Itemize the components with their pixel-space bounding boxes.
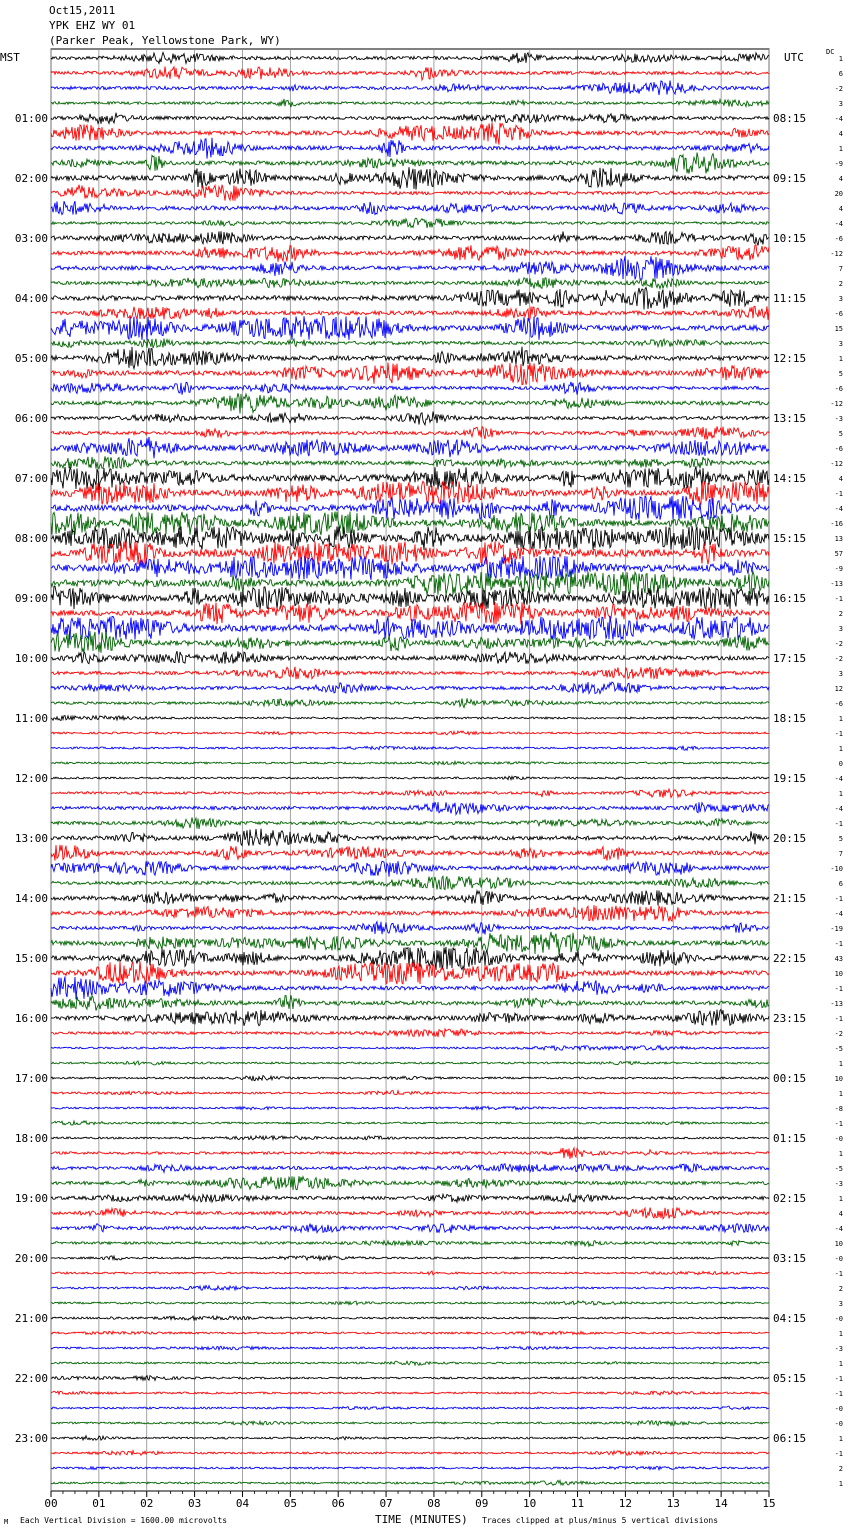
trace-line <box>51 682 769 694</box>
x-tick-label: 12 <box>618 1497 633 1510</box>
dc-offset-value: 4 <box>838 475 843 483</box>
dc-offset-value: -0 <box>834 1315 843 1323</box>
left-hour-label: 01:00 <box>14 112 48 125</box>
dc-offset-value: 20 <box>834 190 843 198</box>
left-hour-label: 06:00 <box>14 412 48 425</box>
trace-line <box>51 1421 769 1426</box>
right-hour-label: 22:15 <box>773 952 807 965</box>
left-hour-label: 10:00 <box>14 652 48 665</box>
dc-offset-value: -3 <box>834 1180 843 1188</box>
trace-line <box>51 1208 769 1219</box>
dc-offset-value: 1 <box>838 355 843 363</box>
dc-offset-value: 1 <box>838 1360 843 1368</box>
trace-line <box>51 716 769 721</box>
dc-offset-value: -6 <box>834 310 843 318</box>
dc-offset-value: 1 <box>838 1195 843 1203</box>
dc-offset-value: 2 <box>838 1285 843 1293</box>
dc-offset-value: 1 <box>838 790 843 798</box>
dc-offset-value: -6 <box>834 235 843 243</box>
right-hour-label: 10:15 <box>773 232 807 245</box>
trace-line <box>51 1224 769 1233</box>
dc-offset-value: -12 <box>830 400 843 408</box>
dc-offset-value: 1 <box>838 1060 843 1068</box>
trace-line <box>51 789 769 798</box>
trace-line <box>51 456 769 469</box>
left-hour-label: 14:00 <box>14 892 48 905</box>
dc-offset-value: -2 <box>834 655 843 663</box>
left-hour-label: 15:00 <box>14 952 48 965</box>
dc-offset-value: -2 <box>834 1030 843 1038</box>
trace-line <box>51 602 769 625</box>
trace-line <box>51 393 769 413</box>
right-hour-label: 13:15 <box>773 412 807 425</box>
left-hour-label: 02:00 <box>14 172 48 185</box>
trace-line <box>51 761 769 764</box>
trace-line <box>51 1009 769 1025</box>
dc-offset-value: 1 <box>838 1330 843 1338</box>
dc-offset-value: -13 <box>830 1000 843 1008</box>
trace-line <box>51 412 769 425</box>
trace-line <box>51 977 769 1000</box>
trace-line <box>51 426 769 439</box>
trace-line <box>51 245 769 262</box>
right-hour-label: 09:15 <box>773 172 807 185</box>
x-tick-label: 02 <box>140 1497 154 1510</box>
trace-line <box>51 667 769 680</box>
x-tick-label: 11 <box>570 1497 585 1510</box>
dc-offset-value: -4 <box>834 775 843 783</box>
dc-offset-value: -10 <box>830 865 843 873</box>
trace-line <box>51 1391 769 1395</box>
dc-offset-value: 4 <box>838 205 843 213</box>
x-tick-label: 08 <box>427 1497 441 1510</box>
right-hour-label: 06:15 <box>773 1432 807 1445</box>
right-hour-label: 05:15 <box>773 1372 807 1385</box>
dc-offset-value: 3 <box>838 1300 843 1308</box>
trace-line <box>51 1136 769 1140</box>
dc-offset-value: -1 <box>834 1450 843 1458</box>
trace-line <box>51 616 769 640</box>
dc-offset-value: 1 <box>838 1435 843 1443</box>
right-hour-label: 01:15 <box>773 1132 807 1145</box>
dc-offset-value: -8 <box>834 1105 843 1113</box>
corner-mark: M <box>4 1518 9 1526</box>
left-hour-label: 08:00 <box>14 532 48 545</box>
trace-line <box>51 1241 769 1247</box>
trace-line <box>51 316 769 340</box>
dc-offset-value: 2 <box>838 280 843 288</box>
dc-offset-value: -4 <box>834 805 843 813</box>
dc-offset-value: 1 <box>838 1090 843 1098</box>
x-axis-title: TIME (MINUTES) <box>375 1513 468 1526</box>
station-code: YPK EHZ WY 01 <box>49 19 136 32</box>
dc-offset-value: 1 <box>838 145 843 153</box>
left-hour-label: 13:00 <box>14 832 48 845</box>
dc-offset-value: 2 <box>838 610 843 618</box>
x-tick-label: 01 <box>92 1497 106 1510</box>
x-tick-label: 09 <box>475 1497 489 1510</box>
trace-line <box>51 1361 769 1365</box>
right-hour-label: 16:15 <box>773 592 807 605</box>
trace-line <box>51 306 769 320</box>
dc-offset-value: -0 <box>834 1255 843 1263</box>
dc-offset-value: -0 <box>834 1135 843 1143</box>
trace-line <box>51 185 769 201</box>
trace-lines <box>51 52 769 1485</box>
dc-offset-value: 3 <box>838 340 843 348</box>
trace-line <box>51 1466 769 1470</box>
dc-offset-value: 10 <box>834 1075 843 1083</box>
left-hour-label: 23:00 <box>14 1432 48 1445</box>
dc-offset-value: 13 <box>834 535 843 543</box>
trace-line <box>51 201 769 214</box>
axis-labels <box>15 55 843 1510</box>
trace-line <box>51 113 769 124</box>
trace-line <box>51 496 769 520</box>
trace-line <box>51 167 769 189</box>
left-hour-label: 12:00 <box>14 772 48 785</box>
scale-note: Each Vertical Division = 1600.00 microvolts <box>20 1516 228 1525</box>
dc-offset-value: 3 <box>838 625 843 633</box>
trace-line <box>51 541 769 565</box>
right-hour-label: 23:15 <box>773 1012 807 1025</box>
right-hour-label: 02:15 <box>773 1192 807 1205</box>
dc-offset-value: -1 <box>834 940 843 948</box>
left-hour-label: 17:00 <box>14 1072 48 1085</box>
x-tick-label: 05 <box>283 1497 297 1510</box>
dc-offset-value: 3 <box>838 670 843 678</box>
trace-line <box>51 876 769 889</box>
left-hour-label: 11:00 <box>14 712 48 725</box>
dc-offset-value: -3 <box>834 415 843 423</box>
right-hour-label: 15:15 <box>773 532 807 545</box>
left-hour-label: 22:00 <box>14 1372 48 1385</box>
dc-offset-value: -4 <box>834 115 843 123</box>
dc-offset-value: 5 <box>838 370 843 378</box>
clip-note: Traces clipped at plus/minus 5 vertical divisions <box>482 1516 719 1525</box>
x-tick-label: 10 <box>523 1497 537 1510</box>
dc-offset-value: 43 <box>834 955 843 963</box>
dc-offset-value: -1 <box>834 730 843 738</box>
dc-offset-value: 10 <box>834 970 843 978</box>
trace-line <box>51 802 769 814</box>
dc-offset-value: -1 <box>834 1270 843 1278</box>
dc-offset-value: 1 <box>838 55 843 63</box>
trace-line <box>51 1076 769 1081</box>
trace-line <box>51 1480 769 1485</box>
dc-offset-value: -19 <box>830 925 843 933</box>
trace-line <box>51 153 769 174</box>
trace-line <box>51 746 769 751</box>
trace-line <box>51 218 769 228</box>
dc-offset-value: -4 <box>834 505 843 513</box>
trace-line <box>51 437 769 458</box>
right-hour-label: 20:15 <box>773 832 807 845</box>
trace-line <box>51 52 769 63</box>
dc-offset-value: 7 <box>838 265 843 273</box>
trace-line <box>51 1106 769 1110</box>
chart-date: Oct15,2011 <box>49 4 116 17</box>
dc-offset-value: -0 <box>834 1405 843 1413</box>
left-hour-label: 09:00 <box>14 592 48 605</box>
trace-line <box>51 1091 769 1095</box>
trace-line <box>51 1376 769 1381</box>
trace-line <box>51 138 769 159</box>
dc-offset-value: -4 <box>834 1225 843 1233</box>
x-tick-label: 04 <box>235 1497 250 1510</box>
dc-offset-value: -12 <box>830 250 843 258</box>
trace-line <box>51 1301 769 1305</box>
trace-line <box>51 922 769 935</box>
dc-offset-value: -9 <box>834 160 843 168</box>
dc-offset-value: -1 <box>834 1120 843 1128</box>
dc-offset-value: -6 <box>834 700 843 708</box>
dc-offset-value: -1 <box>834 1375 843 1383</box>
dc-offset-value: 1 <box>838 745 843 753</box>
dc-offset-value: -1 <box>834 1015 843 1023</box>
left-hour-label: 05:00 <box>14 352 48 365</box>
x-tick-label: 00 <box>44 1497 58 1510</box>
left-hour-label: 03:00 <box>14 232 48 245</box>
right-hour-label: 00:15 <box>773 1072 807 1085</box>
dc-offset-value: 3 <box>838 100 843 108</box>
trace-line <box>51 67 769 80</box>
dc-offset-value: -1 <box>834 985 843 993</box>
right-hour-label: 12:15 <box>773 352 807 365</box>
dc-offset-value: 6 <box>838 70 843 78</box>
left-hour-label: 18:00 <box>14 1132 48 1145</box>
trace-line <box>51 1406 769 1410</box>
trace-line <box>51 1451 769 1456</box>
trace-line <box>51 995 769 1010</box>
dc-offset-value: 1 <box>838 1480 843 1488</box>
station-location: (Parker Peak, Yellowstone Park, WY) <box>49 34 281 47</box>
trace-line <box>51 1121 769 1125</box>
dc-offset-value: -6 <box>834 385 843 393</box>
trace-line <box>51 1046 769 1051</box>
trace-line <box>51 278 769 289</box>
left-hour-label: 21:00 <box>14 1312 48 1325</box>
trace-line <box>51 466 769 490</box>
right-hour-label: 04:15 <box>773 1312 807 1325</box>
x-tick-label: 13 <box>666 1497 680 1510</box>
trace-line <box>51 905 769 921</box>
dc-offset-value: -0 <box>834 1420 843 1428</box>
trace-line <box>51 1286 769 1291</box>
dc-offset-value: -12 <box>830 460 843 468</box>
trace-line <box>51 287 769 309</box>
right-hour-label: 18:15 <box>773 712 807 725</box>
left-hour-label: 16:00 <box>14 1012 48 1025</box>
dc-offset-value: -1 <box>834 490 843 498</box>
trace-line <box>51 363 769 385</box>
trace-line <box>51 1316 769 1320</box>
dc-offset-value: -1 <box>834 895 843 903</box>
trace-line <box>51 81 769 96</box>
dc-offset-value: 1 <box>838 1150 843 1158</box>
x-tick-label: 06 <box>331 1497 345 1510</box>
dc-offset-header: DC <box>826 48 835 56</box>
trace-line <box>51 776 769 779</box>
dc-offset-value: 4 <box>838 130 843 138</box>
dc-offset-value: -1 <box>834 1390 843 1398</box>
left-hour-label: 19:00 <box>14 1192 48 1205</box>
dc-offset-value: -1 <box>834 820 843 828</box>
trace-line <box>51 1331 769 1335</box>
trace-line <box>51 829 769 846</box>
dc-offset-value: 3 <box>838 295 843 303</box>
dc-offset-value: -6 <box>834 445 843 453</box>
trace-line <box>51 1271 769 1275</box>
left-timezone-label: MST <box>0 51 20 64</box>
trace-line <box>51 698 769 707</box>
dc-offset-value: 0 <box>838 760 843 768</box>
right-hour-label: 03:15 <box>773 1252 807 1265</box>
dc-offset-value: -5 <box>834 1165 843 1173</box>
right-hour-label: 17:15 <box>773 652 807 665</box>
dc-offset-value: 57 <box>834 550 843 558</box>
right-hour-label: 19:15 <box>773 772 807 785</box>
trace-line <box>51 890 769 905</box>
dc-offset-value: -2 <box>834 640 843 648</box>
trace-line <box>51 1164 769 1173</box>
trace-line <box>51 231 769 245</box>
right-timezone-label: UTC <box>784 51 804 64</box>
trace-line <box>51 845 769 861</box>
x-tick-label: 03 <box>187 1497 202 1510</box>
dc-offset-value: 10 <box>834 1240 843 1248</box>
trace-line <box>51 1148 769 1159</box>
dc-offset-value: 5 <box>838 835 843 843</box>
dc-offset-value: -16 <box>830 520 843 528</box>
dc-offset-value: -1 <box>834 595 843 603</box>
trace-line <box>51 1194 769 1203</box>
trace-line <box>51 339 769 349</box>
right-hour-label: 21:15 <box>773 892 807 905</box>
trace-line <box>51 631 769 653</box>
dc-offset-value: 7 <box>838 850 843 858</box>
dc-offset-value: -9 <box>834 565 843 573</box>
trace-line <box>51 123 769 145</box>
trace-line <box>51 382 769 395</box>
x-tick-label: 14 <box>714 1497 728 1510</box>
trace-line <box>51 1176 769 1190</box>
dc-offset-value: 4 <box>838 1210 843 1218</box>
x-tick-label: 15 <box>762 1497 776 1510</box>
trace-line <box>51 1436 769 1441</box>
dc-offset-value: 1 <box>838 715 843 723</box>
right-hour-label: 11:15 <box>773 292 807 305</box>
dc-offset-value: 12 <box>834 685 843 693</box>
trace-line <box>51 99 769 107</box>
trace-line <box>51 1256 769 1261</box>
dc-offset-value: -4 <box>834 220 843 228</box>
trace-line <box>51 731 769 735</box>
trace-line <box>51 347 769 369</box>
trace-line <box>51 1346 769 1350</box>
trace-line <box>51 818 769 829</box>
dc-offset-value: -5 <box>834 1045 843 1053</box>
left-hour-label: 04:00 <box>14 292 48 305</box>
dc-offset-value: 5 <box>838 430 843 438</box>
dc-offset-value: 2 <box>838 1465 843 1473</box>
dc-offset-value: -3 <box>834 1345 843 1353</box>
dc-offset-value: -4 <box>834 910 843 918</box>
dc-offset-value: 4 <box>838 175 843 183</box>
trace-line <box>51 1061 769 1065</box>
left-hour-label: 07:00 <box>14 472 48 485</box>
dc-offset-value: -13 <box>830 580 843 588</box>
dc-offset-value: -2 <box>834 85 843 93</box>
dc-offset-value: 6 <box>838 880 843 888</box>
right-hour-label: 14:15 <box>773 472 807 485</box>
right-hour-label: 08:15 <box>773 112 807 125</box>
trace-line <box>51 256 769 279</box>
x-tick-label: 07 <box>379 1497 393 1510</box>
trace-line <box>51 1029 769 1037</box>
trace-line <box>51 861 769 877</box>
dc-offset-value: 15 <box>834 325 843 333</box>
trace-line <box>51 651 769 664</box>
left-hour-label: 20:00 <box>14 1252 48 1265</box>
